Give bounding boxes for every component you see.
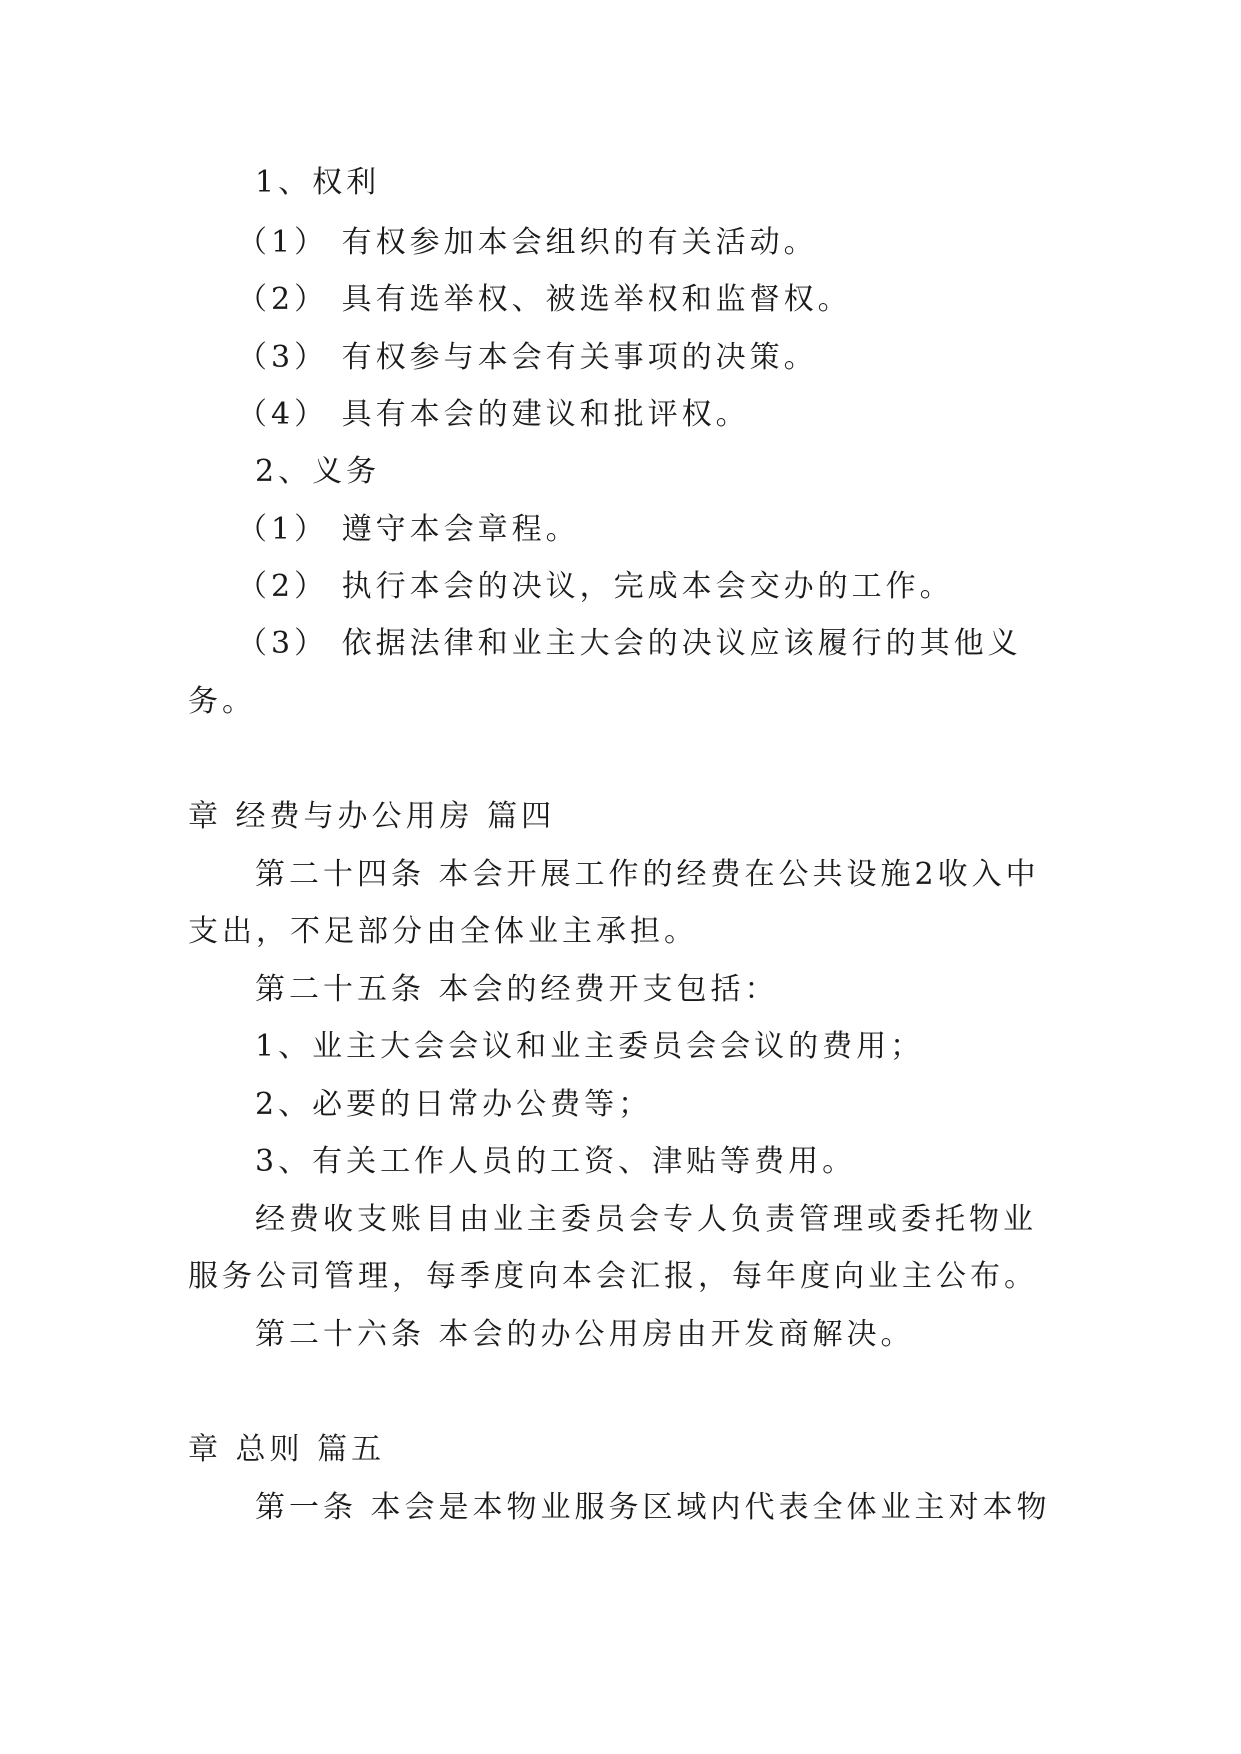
rights-item-1: （1） 有权参加本会组织的有关活动。 [237,225,818,260]
article-24-continued: 支出，不足部分由全体业主承担。 [188,914,698,949]
duties-item-3: （3） 依据法律和业主大会的决议应该履行的其他义 [237,626,1022,661]
rights-item-4: （4） 具有本会的建议和批评权。 [237,397,750,432]
duties-item-2: （2） 执行本会的决议，完成本会交办的工作。 [237,569,954,604]
rights-item-2: （2） 具有选举权、被选举权和监督权。 [237,282,852,317]
duties-item-3-continued: 务。 [188,684,256,719]
accounts-paragraph: 经费收支账目由业主委员会专人负责管理或委托物业 [255,1202,1037,1237]
article-25: 第二十五条 本会的经费开支包括： [255,972,779,1007]
rights-item-3: （3） 有权参与本会有关事项的决策。 [237,340,818,375]
duties-heading: 2、义务 [255,454,381,489]
rights-heading: 1、权利 [255,165,381,200]
article-1: 第一条 本会是本物业服务区域内代表全体业主对本物 [255,1490,1051,1525]
article-25-item-1: 1、业主大会会议和业主委员会会议的费用； [255,1029,925,1064]
chapter-heading-funds: 章 经费与办公用房 篇四 [188,799,556,834]
article-26: 第二十六条 本会的办公用房由开发商解决。 [255,1317,915,1352]
chapter-heading-general: 章 总则 篇五 [188,1432,386,1467]
accounts-paragraph-continued: 服务公司管理，每季度向本会汇报，每年度向业主公布。 [188,1259,1038,1294]
article-25-item-3: 3、有关工作人员的工资、津贴等费用。 [255,1144,857,1179]
article-24: 第二十四条 本会开展工作的经费在公共设施2收入中 [255,857,1040,892]
article-25-item-2: 2、必要的日常办公费等； [255,1087,653,1122]
duties-item-1: （1） 遵守本会章程。 [237,512,580,547]
